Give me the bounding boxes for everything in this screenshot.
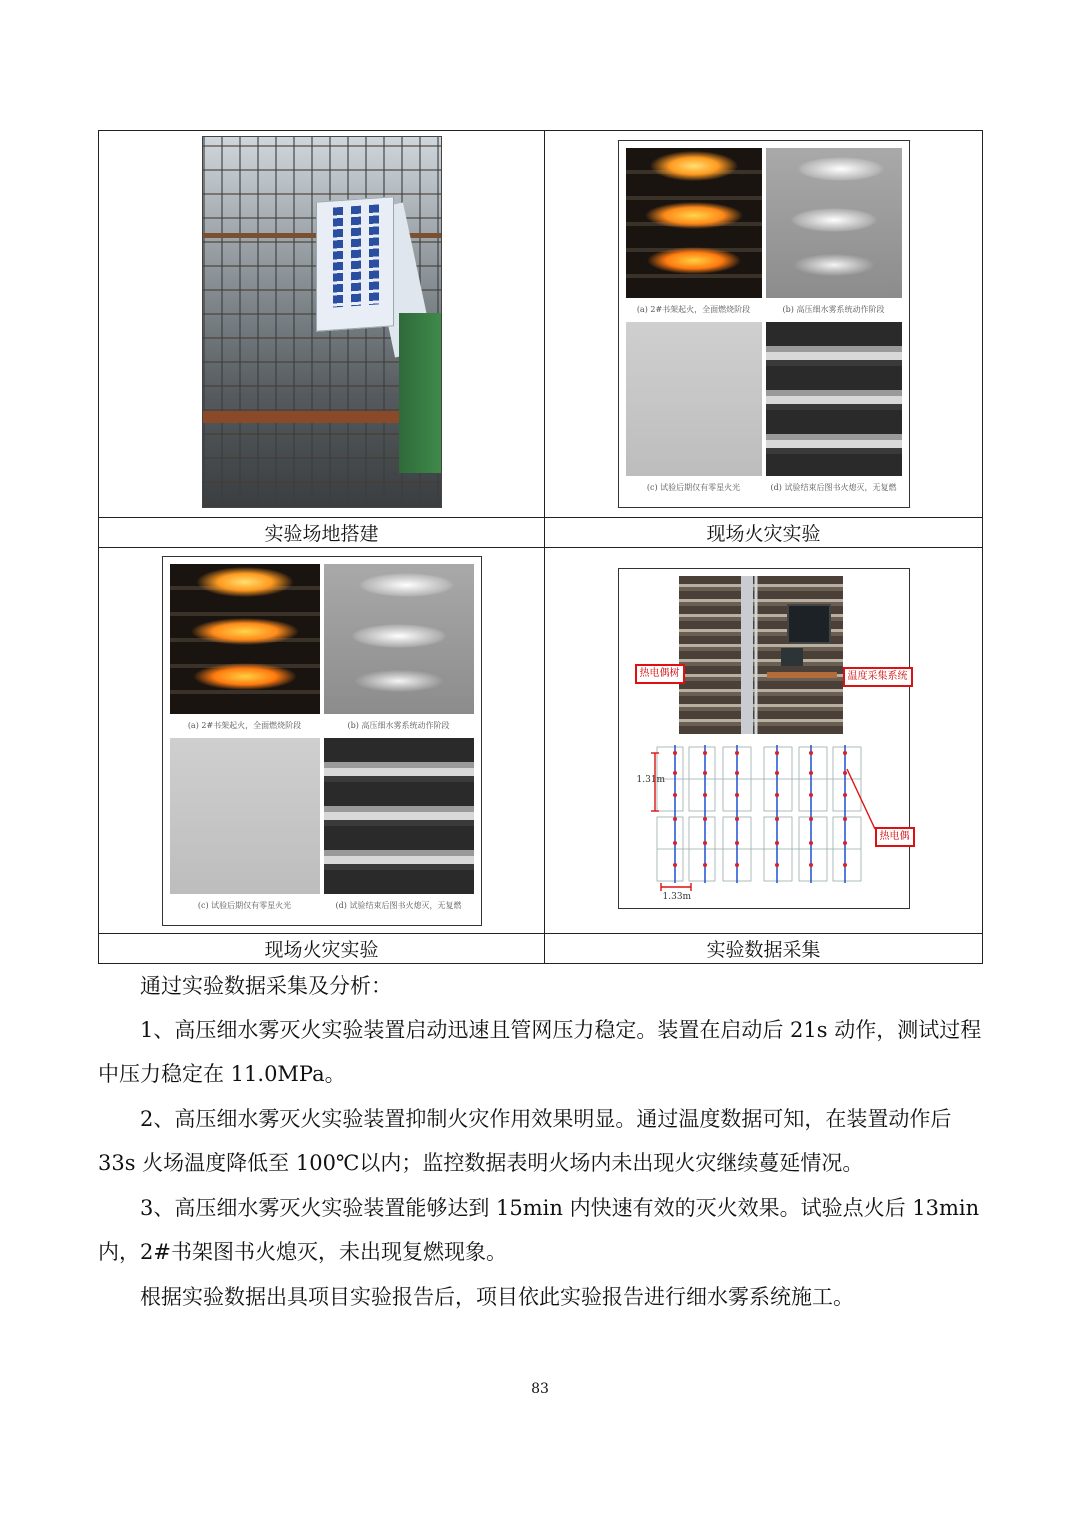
caption-fire-test-1: 现场火灾实验 bbox=[545, 518, 983, 548]
scaffold-photo bbox=[202, 136, 442, 508]
mist-activation-photo bbox=[324, 564, 474, 714]
site-setup-photo-cell bbox=[99, 131, 545, 518]
finding-1-paragraph: 1、高压细水雾灭火实验装置启动迅速且管网压力稳定。装置在启动后 21s 动作，测试过程中压力稳定在 11.0MPa。 bbox=[98, 1018, 982, 1086]
fire-test-photo-cell-2 bbox=[99, 548, 545, 934]
conclusion-paragraph: 根据实验数据出具项目实验报告后，项目依此实验报告进行细水雾系统施工。 bbox=[140, 1285, 854, 1309]
monitor bbox=[787, 604, 831, 644]
late-stage-photo bbox=[170, 738, 320, 894]
fire-test-photo-cell-1 bbox=[545, 131, 983, 518]
label-thermocouple-tree: 热电偶树 bbox=[635, 664, 685, 684]
caption-fire-test-2: 现场火灾实验 bbox=[99, 934, 545, 964]
subcaption-b: (b) 高压细水雾系统动作阶段 bbox=[347, 720, 450, 730]
subcaption-c: (c) 试验后期仅有零星火光 bbox=[646, 483, 741, 492]
fire-test-panel-2 bbox=[162, 556, 482, 926]
subcaption-d: (d) 试验结束后图书火熄灭，无复燃 bbox=[335, 900, 462, 910]
extinguished-shelf-photo bbox=[766, 322, 902, 476]
finding-2-paragraph: 2、高压细水雾灭火实验装置抑制火灾作用效果明显。通过温度数据可知，在装置动作后 33s 火场温度降低至 100℃以内；监控数据表明火场内未出现火灾继续蔓延情况。 bbox=[98, 1107, 952, 1175]
label-temp-system: 温度采集系统 bbox=[843, 667, 913, 687]
subcaption-d: (d) 试验结束后图书火熄灭，无复燃 bbox=[770, 483, 897, 492]
subcaption-c: (c) 试验后期仅有零星火光 bbox=[197, 900, 292, 910]
label-thermocouple: 热电偶 bbox=[875, 827, 915, 847]
fire-burning-photo bbox=[626, 148, 762, 298]
fire-burning-photo bbox=[170, 564, 320, 714]
fire-test-panel-1 bbox=[618, 140, 910, 508]
data-collection-panel bbox=[618, 568, 910, 909]
caption-site-setup: 实验场地搭建 bbox=[99, 518, 545, 548]
subcaption-b: (b) 高压细水雾系统动作阶段 bbox=[782, 305, 885, 314]
page-number: 83 bbox=[531, 1381, 549, 1397]
late-stage-photo bbox=[626, 322, 762, 476]
data-acquisition-photo bbox=[679, 576, 843, 734]
laptop bbox=[781, 648, 803, 666]
intro-paragraph: 通过实验数据采集及分析： bbox=[140, 974, 392, 998]
finding-3-paragraph: 3、高压细水雾灭火实验装置能够达到 15min 内快速有效的灭火效果。试验点火后 13min 内，2#书架图书火熄灭，未出现复燃现象。 bbox=[98, 1196, 980, 1264]
subcaption-a: (a) 2#书架起火，全面燃烧阶段 bbox=[187, 720, 302, 730]
photo-table bbox=[98, 130, 983, 964]
width-dimension: 1.33m bbox=[662, 892, 692, 902]
mist-activation-photo bbox=[766, 148, 902, 298]
thermocouple-layout-diagram bbox=[619, 739, 909, 908]
height-dimension: 1.31m bbox=[636, 775, 666, 785]
subcaption-a: (a) 2#书架起火，全面燃烧阶段 bbox=[636, 305, 751, 314]
extinguished-shelf-photo bbox=[324, 738, 474, 894]
data-collection-cell bbox=[545, 548, 983, 934]
caption-data-collection: 实验数据采集 bbox=[545, 934, 983, 964]
